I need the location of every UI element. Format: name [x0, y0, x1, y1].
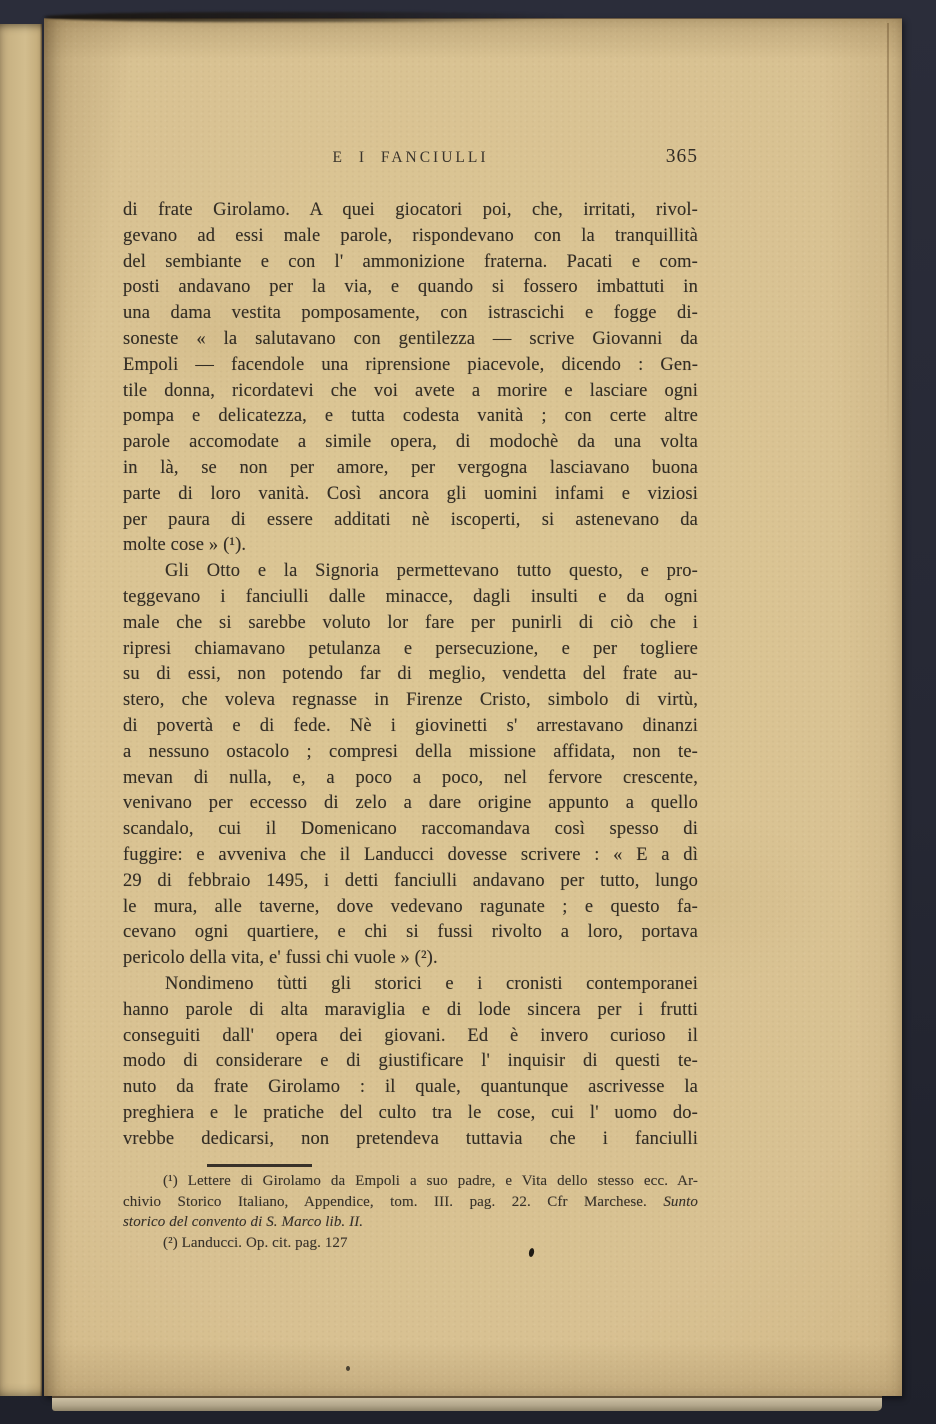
- text-line: ripresi chiamavano petulanza e persecuzione, e per togliere: [123, 638, 698, 659]
- text-line: hanno parole di alta maraviglia e di lode sincera per i frutti: [123, 999, 698, 1020]
- text-line: nuto da frate Girolamo : il quale, quantunque ascrivesse la: [123, 1077, 698, 1098]
- text-line: su di essi, non potendo far di meglio, vendetta del frate au-: [123, 664, 698, 685]
- footnote-line: [123, 1212, 698, 1233]
- page-edge-line: [887, 23, 889, 453]
- text-line: per paura di essere additati nè iscoperti, si astenevano da: [123, 509, 698, 530]
- text-line: Nondimeno tùtti gli storici e i cronisti contemporanei: [165, 973, 698, 994]
- paragraph: [123, 972, 698, 1153]
- text-line: tile donna, ricordatevi che voi avete a morire e lasciare ogni: [123, 380, 698, 401]
- text-line: a nessuno ostacolo ; compresi della missione affidata, non te-: [123, 741, 698, 762]
- text-line: in là, se non per amore, per vergogna lasciavano buona: [123, 457, 698, 478]
- text-line: soneste « la salutavano con gentilezza — scrive Giovanni da: [123, 328, 698, 349]
- text-column: [123, 19, 698, 1396]
- previous-page-edge: [0, 24, 42, 1396]
- page-block-bottom-edge: [52, 1396, 882, 1411]
- text-line: le mura, alle taverne, dove vedevano ragunate ; e questo fa-: [123, 896, 698, 917]
- paragraph: [123, 559, 698, 972]
- text-line: 29 di febbraio 1495, i detti fanciulli andavano per tutto, lungo: [123, 870, 698, 891]
- text-line: stero, che voleva regnasse in Firenze Cristo, simbolo di virtù,: [123, 690, 698, 711]
- footnote-line: [123, 1233, 698, 1254]
- text-line: modo di considerare e di giustificare l' inquisir di questi te-: [123, 1051, 698, 1072]
- text-line: gevano ad essi male parole, rispondevano con la tranquillità: [123, 225, 698, 246]
- text-line: pompa e delicatezza, e tutta codesta vanità ; con certe altre: [123, 406, 698, 427]
- text-line: scandalo, cui il Domenicano raccomandava così spesso di: [123, 819, 698, 840]
- page-header: [123, 146, 698, 177]
- top-edge-smudge: [44, 12, 576, 22]
- text-line: preghiera e le pratiche del culto tra le cose, cui l' uomo do-: [123, 1102, 698, 1123]
- footnote-rule: [207, 1164, 312, 1167]
- ink-speck: [346, 1366, 350, 1371]
- text-line: pericolo della vita, e' fussi chi vuole » (²).: [123, 948, 438, 969]
- text-line: di frate Girolamo. A quei giocatori poi, che, irritati, rivol-: [123, 200, 698, 220]
- text-line: cevano ogni quartiere, e chi si fussi rivolto a loro, portava: [123, 922, 698, 943]
- text-line: fuggire: e avveniva che il Landucci dovesse scrivere : « E a dì: [123, 844, 698, 865]
- text-line: molte cose » (¹).: [123, 535, 247, 556]
- footnote-segment: (²) Landucci. Op. cit. pag. 127: [163, 1234, 348, 1251]
- text-line: conseguiti dall' opera dei giovani. Ed è invero curioso il: [123, 1025, 698, 1046]
- footnote-segment: Sunto: [663, 1193, 698, 1210]
- text-line: di povertà e di fede. Nè i giovinetti s' arrestavano dinanzi: [123, 715, 698, 736]
- footnotes: [123, 1171, 698, 1253]
- text-line: parte di loro vanità. Così ancora gli uomini infami e viziosi: [123, 483, 698, 504]
- text-line: teggevano i fanciulli dalle minacce, dagli insulti e da ogni: [123, 586, 698, 607]
- book-page: [44, 18, 902, 1396]
- body-text: [123, 198, 698, 1152]
- text-line: parole accomodate a simile opera, di modochè da una volta: [123, 432, 698, 453]
- running-title: E I FANCIULLI: [332, 149, 489, 166]
- footnote-segment: chivio Storico Italiano, Appendice, tom. III. pag. 22. Cfr Marchese.: [123, 1193, 664, 1210]
- text-line: mevan di nulla, e, a poco a poco, nel fervore crescente,: [123, 767, 698, 788]
- text-line: male che si sarebbe voluto lor fare per punirli di ciò che i: [123, 612, 698, 633]
- footnote-segment: storico del convento di S. Marco lib. II.: [123, 1214, 364, 1231]
- text-line: Empoli — facendole una riprensione piacevole, dicendo : Gen-: [123, 354, 698, 375]
- footnote-line: [123, 1192, 698, 1213]
- text-line: vrebbe dedicarsi, non pretendeva tuttavia che i fanciulli: [123, 1128, 698, 1149]
- footnote-line: [123, 1171, 698, 1192]
- footnote-segment: (¹) Lettere di Girolamo da Empoli a suo padre, e Vita dello stesso ecc. Ar-: [163, 1173, 698, 1189]
- text-line: posti andavano per la via, e quando si fossero imbattuti in: [123, 277, 698, 298]
- text-line: una dama vestita pomposamente, con istrascichi e fogge di-: [123, 303, 698, 324]
- text-line: Gli Otto e la Signoria permettevano tutto questo, e pro-: [165, 561, 698, 582]
- text-line: del sembiante e con l' ammonizione fraterna. Pacati e com-: [123, 251, 698, 272]
- text-line: venivano per eccesso di zelo a dare origine appunto a quello: [123, 793, 698, 814]
- paragraph: [123, 198, 698, 559]
- page-number: 365: [665, 146, 698, 167]
